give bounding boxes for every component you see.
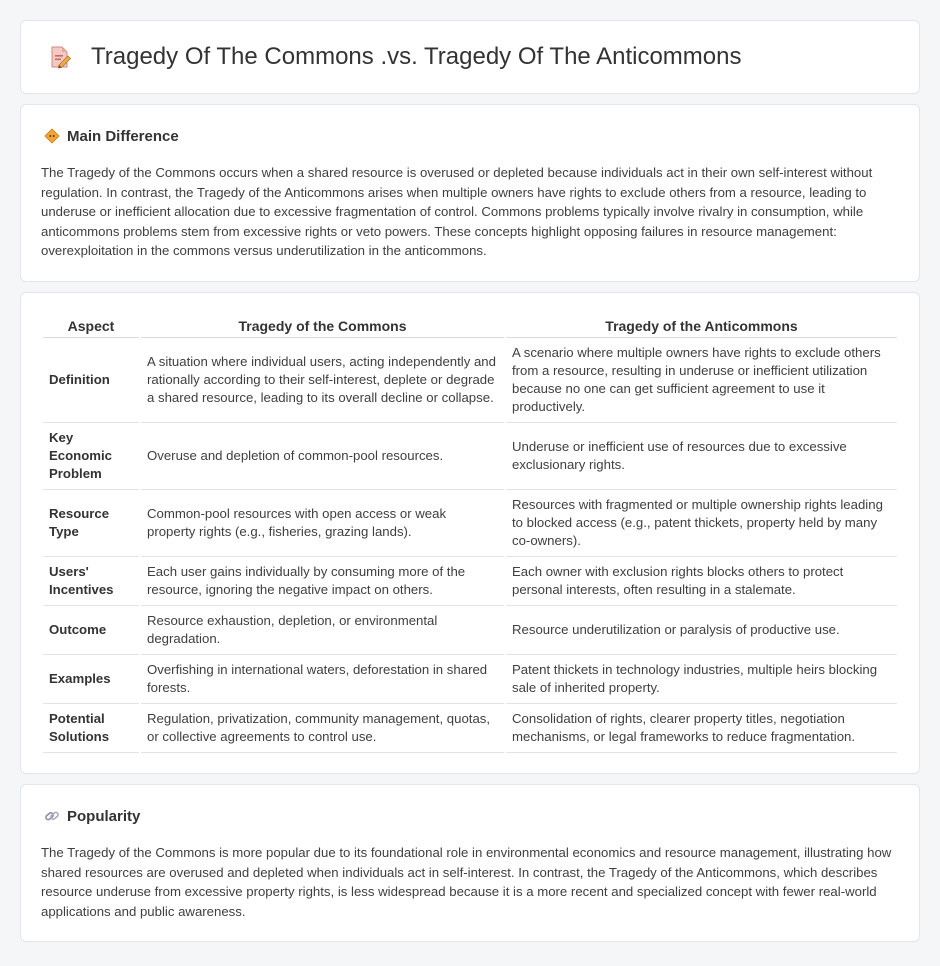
table-row: [43, 704, 897, 753]
main-difference-section: [20, 104, 920, 282]
row-commons: Each user gains individually by consuming more of the resource, ignoring the negative impact on others.: [141, 557, 504, 606]
row-anticommons: Resource underutilization or paralysis of productive use.: [506, 606, 897, 655]
row-anticommons: Underuse or inefficient use of resources due to excessive exclusionary rights.: [506, 423, 897, 490]
popularity-title: Popularity: [67, 807, 141, 825]
row-aspect: Resource Type: [43, 490, 139, 557]
row-anticommons: Each owner with exclusion rights blocks others to protect personal interests, often resulting in a stalemate.: [506, 557, 897, 606]
table-row: [43, 423, 897, 490]
document-edit-icon: [45, 42, 75, 72]
header-commons: Tragedy of the Commons: [141, 313, 504, 338]
row-anticommons: Consolidation of rights, clearer property titles, negotiation mechanisms, or legal frameworks to reduce fragmentation.: [506, 704, 897, 753]
row-aspect: Outcome: [43, 606, 139, 655]
row-commons: Overfishing in international waters, deforestation in shared forests.: [141, 655, 504, 704]
comparison-table: [41, 313, 899, 753]
table-row: [43, 338, 897, 423]
row-anticommons: Patent thickets in technology industries, multiple heirs blocking sale of inherited property.: [506, 655, 897, 704]
row-commons: A situation where individual users, acting independently and rationally according to their self-interest, deplete or degrade a shared resource, leading to its overall decline or collapse.: [141, 338, 504, 423]
main-difference-header: [41, 127, 899, 145]
row-commons: Regulation, privatization, community management, quotas, or collective agreements to control use.: [141, 704, 504, 753]
row-anticommons: Resources with fragmented or multiple ownership rights leading to blocked access (e.g., patent thickets, property held by many co-owners).: [506, 490, 897, 557]
row-aspect: Definition: [43, 338, 139, 423]
title-card: [20, 20, 920, 94]
row-anticommons: A scenario where multiple owners have rights to exclude others from a resource, resulting in underuse or inefficient utilization because no one can get sufficient agreement to use it productively.: [506, 338, 897, 423]
table-row: [43, 655, 897, 704]
row-aspect: Examples: [43, 655, 139, 704]
popularity-section: [20, 784, 920, 942]
row-commons: Overuse and depletion of common-pool resources.: [141, 423, 504, 490]
table-row: [43, 557, 897, 606]
header-aspect: Aspect: [43, 313, 139, 338]
diamond-sign-icon: [43, 127, 61, 145]
row-aspect: Key Economic Problem: [43, 423, 139, 490]
page-title: Tragedy Of The Commons .vs. Tragedy Of The Anticommons: [91, 43, 742, 70]
main-difference-text: The Tragedy of the Commons occurs when a shared resource is overused or depleted because individuals act in their own self-interest without regulation. In contrast, the Tragedy of the Anticommons arises when multiple owners have rights to exclude others from a resource, leading to underuse or inefficient allocation due to excessive fragmentation of control. Commons problems typically involve rivalry in consumption, while anticommons problems stem from excessive rights or veto powers. These concepts highlight opposing failures in resource management: overexploitation in the commons versus underutilization in the anticommons.: [41, 165, 873, 259]
row-aspect: Potential Solutions: [43, 704, 139, 753]
header-anticommons: Tragedy of the Anticommons: [506, 313, 897, 338]
row-commons: Common-pool resources with open access or weak property rights (e.g., fisheries, grazing lands).: [141, 490, 504, 557]
table-row: [43, 606, 897, 655]
popularity-text: The Tragedy of the Commons is more popular due to its foundational role in environmental economics and resource management, illustrating how shared resources are overused and depleted when individuals act in self-interest. In contrast, the Tragedy of the Anticommons, which describes resource underuse from excessive property rights, is less widespread because it is a more recent and specialized concept with fewer real-world applications and public awareness.: [41, 845, 892, 919]
row-aspect: Users' Incentives: [43, 557, 139, 606]
main-difference-title: Main Difference: [67, 127, 179, 145]
link-icon: [43, 807, 61, 825]
row-commons: Resource exhaustion, depletion, or environmental degradation.: [141, 606, 504, 655]
popularity-header: [41, 807, 899, 825]
table-header-row: [43, 313, 897, 338]
table-row: [43, 490, 897, 557]
comparison-section: [20, 292, 920, 774]
